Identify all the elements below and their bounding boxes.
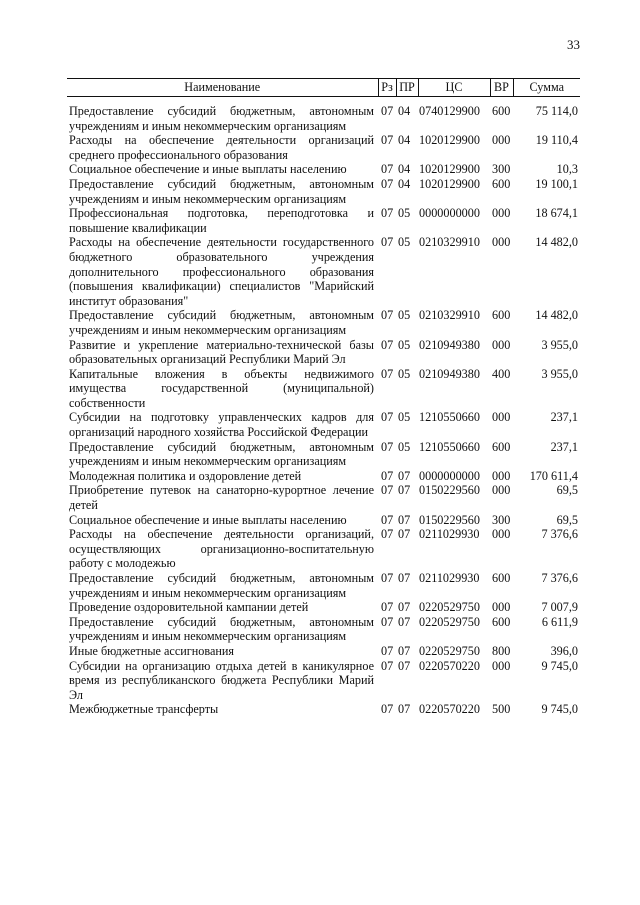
cell-pr: 05 — [398, 206, 411, 221]
cell-vr: 800 — [492, 643, 511, 658]
cell-name: Предоставление субсидий бюджетным, автономным учреждениям и иным некоммерческим организациям — [69, 571, 374, 600]
cell-name: Социальное обеспечение и иные выплаты населению — [69, 512, 347, 527]
cell-sum: 6 611,9 — [541, 614, 578, 629]
cell-rz: 07 — [381, 366, 394, 381]
cell-rz: 07 — [381, 614, 394, 629]
cell-rz: 07 — [381, 658, 394, 673]
table-header-row — [67, 79, 580, 97]
table-row — [67, 571, 580, 600]
cell-pr: 07 — [398, 702, 411, 717]
cell-sum: 75 114,0 — [535, 104, 578, 118]
cell-cs: 0220570220 — [419, 702, 480, 717]
table-row — [67, 527, 580, 571]
cell-name: Расходы на обеспечение деятельности государственного бюджетного образовательного учреждения дополнительного профессионального образования (повышения квалификации) специалистов "Марийский институт образования" — [69, 235, 374, 308]
cell-rz: 07 — [381, 235, 394, 250]
cell-pr: 07 — [398, 512, 411, 527]
cell-pr: 07 — [398, 614, 411, 629]
column-header-rz: Рз — [378, 79, 396, 97]
cell-vr: 000 — [492, 658, 511, 673]
cell-sum: 237,1 — [550, 439, 578, 454]
cell-name: Профессиональная подготовка, переподготовка и повышение квалификации — [69, 206, 374, 235]
cell-cs: 1020129900 — [419, 133, 480, 148]
cell-name: Иные бюджетные ассигнования — [69, 643, 235, 658]
cell-name: Предоставление субсидий бюджетным, автономным учреждениям и иным некоммерческим организациям — [69, 614, 374, 644]
cell-sum: 69,5 — [556, 512, 578, 527]
cell-name: Расходы на обеспечение деятельности организаций, осуществляющих организационно-воспитательную работу с молодежью — [69, 527, 374, 571]
table-row — [67, 367, 580, 411]
cell-cs: 0210949380 — [419, 366, 480, 381]
table-row — [67, 308, 580, 337]
cell-vr: 300 — [492, 512, 511, 527]
cell-cs: 0000000000 — [419, 468, 480, 483]
table-row — [67, 235, 580, 308]
table-row — [67, 338, 580, 367]
cell-sum: 9 745,0 — [541, 658, 578, 673]
table-row — [67, 702, 580, 717]
cell-pr: 04 — [398, 176, 411, 191]
cell-pr: 07 — [398, 643, 411, 658]
cell-rz: 07 — [381, 206, 394, 221]
cell-cs: 0210949380 — [419, 337, 480, 352]
cell-sum: 170 611,4 — [529, 468, 578, 483]
table-row — [67, 97, 580, 134]
cell-pr: 04 — [398, 162, 411, 177]
cell-pr: 07 — [398, 468, 411, 483]
cell-rz: 07 — [381, 702, 394, 717]
cell-cs: 1210550660 — [419, 410, 480, 425]
table-row — [67, 513, 580, 528]
cell-rz: 07 — [381, 483, 394, 498]
cell-name: Предоставление субсидий бюджетным, автономным учреждениям и иным некоммерческим организациям — [69, 308, 374, 337]
cell-name: Социальное обеспечение и иные выплаты населению — [69, 162, 347, 177]
table-row — [67, 644, 580, 659]
cell-cs: 0220570220 — [419, 658, 480, 673]
cell-sum: 3 955,0 — [541, 337, 578, 352]
cell-vr: 000 — [492, 527, 511, 542]
cell-sum: 7 007,9 — [541, 600, 578, 615]
cell-cs: 0150229560 — [419, 512, 480, 527]
cell-vr: 600 — [492, 308, 511, 323]
cell-cs: 0150229560 — [419, 483, 480, 498]
cell-pr: 04 — [398, 133, 411, 148]
cell-cs: 1210550660 — [419, 439, 480, 454]
cell-sum: 18 674,1 — [535, 206, 578, 221]
cell-pr: 07 — [398, 600, 411, 615]
cell-cs: 1020129900 — [419, 162, 480, 177]
cell-sum: 396,0 — [550, 643, 578, 658]
table-row — [67, 659, 580, 703]
column-header-vr: ВР — [490, 79, 513, 97]
cell-sum: 10,3 — [556, 162, 578, 177]
cell-name: Предоставление субсидий бюджетным, автономным учреждениям и иным некоммерческим организациям — [69, 176, 374, 206]
table-row — [67, 440, 580, 469]
cell-name: Проведение оздоровительной кампании детей — [69, 600, 309, 615]
cell-pr: 05 — [398, 410, 411, 425]
cell-cs: 0210329910 — [419, 235, 480, 250]
cell-sum: 7 376,6 — [541, 527, 578, 542]
cell-name: Межбюджетные трансферты — [69, 702, 219, 717]
cell-vr: 300 — [492, 162, 511, 177]
cell-sum: 7 376,6 — [541, 571, 578, 585]
cell-vr: 000 — [492, 468, 511, 483]
table-row — [67, 133, 580, 162]
cell-cs: 0210329910 — [419, 308, 480, 323]
cell-sum: 9 745,0 — [541, 702, 578, 717]
cell-vr: 000 — [492, 600, 511, 615]
cell-vr: 000 — [492, 235, 511, 250]
cell-name: Предоставление субсидий бюджетным, автономным учреждениям и иным некоммерческим организациям — [69, 104, 374, 133]
column-header-name: Наименование — [67, 79, 378, 97]
cell-pr: 05 — [398, 337, 411, 352]
cell-vr: 000 — [492, 337, 511, 352]
cell-cs: 0211029930 — [419, 527, 480, 542]
table-row — [67, 410, 580, 439]
cell-vr: 600 — [492, 439, 511, 454]
budget-table — [67, 78, 580, 717]
cell-rz: 07 — [381, 104, 394, 118]
column-header-sum: Сумма — [513, 79, 580, 97]
table-row — [67, 600, 580, 615]
column-header-pr: ПР — [396, 79, 418, 97]
cell-cs: 1020129900 — [419, 176, 480, 191]
cell-rz: 07 — [381, 308, 394, 323]
cell-sum: 19 100,1 — [535, 176, 578, 191]
cell-vr: 600 — [492, 176, 511, 191]
cell-rz: 07 — [381, 337, 394, 352]
cell-sum: 14 482,0 — [535, 308, 578, 323]
cell-name: Приобретение путевок на санаторно-курортное лечение детей — [69, 483, 374, 513]
cell-vr: 600 — [492, 614, 511, 629]
cell-rz: 07 — [381, 410, 394, 425]
cell-sum: 14 482,0 — [535, 235, 578, 250]
table-body — [67, 97, 580, 717]
cell-cs: 0220529750 — [419, 643, 480, 658]
cell-cs: 0220529750 — [419, 600, 480, 615]
cell-pr: 07 — [398, 571, 411, 585]
cell-rz: 07 — [381, 527, 394, 542]
cell-vr: 000 — [492, 410, 511, 425]
cell-vr: 400 — [492, 366, 511, 381]
cell-cs: 0211029930 — [419, 571, 480, 585]
cell-cs: 0220529750 — [419, 614, 480, 629]
cell-pr: 05 — [398, 439, 411, 454]
table-row — [67, 162, 580, 177]
table-row — [67, 469, 580, 484]
cell-sum: 19 110,4 — [535, 133, 578, 148]
cell-vr: 600 — [492, 104, 511, 118]
column-header-cs: ЦС — [418, 79, 490, 97]
cell-name: Капитальные вложения в объекты недвижимого имущества государственной (муниципальной) собственности — [69, 366, 374, 410]
cell-rz: 07 — [381, 643, 394, 658]
cell-rz: 07 — [381, 176, 394, 191]
cell-vr: 000 — [492, 483, 511, 498]
cell-vr: 000 — [492, 133, 511, 148]
cell-pr: 07 — [398, 483, 411, 498]
cell-sum: 69,5 — [556, 483, 578, 498]
cell-name: Молодежная политика и оздоровление детей — [69, 468, 302, 483]
cell-cs: 0740129900 — [419, 104, 480, 118]
cell-vr: 500 — [492, 702, 511, 717]
cell-rz: 07 — [381, 439, 394, 454]
cell-name: Расходы на обеспечение деятельности организаций среднего профессионального образования — [69, 133, 374, 162]
table-row — [67, 615, 580, 644]
cell-cs: 0000000000 — [419, 206, 480, 221]
cell-rz: 07 — [381, 512, 394, 527]
cell-name: Предоставление субсидий бюджетным, автономным учреждениям и иным некоммерческим организациям — [69, 439, 374, 469]
cell-pr: 05 — [398, 366, 411, 381]
cell-pr: 04 — [398, 104, 411, 118]
cell-name: Субсидии на организацию отдыха детей в каникулярное время из республиканского бюджета Республики Марий Эл — [69, 658, 374, 702]
cell-pr: 05 — [398, 235, 411, 250]
cell-pr: 07 — [398, 658, 411, 673]
cell-vr: 600 — [492, 571, 511, 585]
cell-sum: 3 955,0 — [541, 366, 578, 381]
cell-rz: 07 — [381, 468, 394, 483]
cell-name: Развитие и укрепление материально-технической базы образовательных организаций Республики Марий Эл — [69, 337, 374, 367]
cell-pr: 05 — [398, 308, 411, 323]
cell-name: Субсидии на подготовку управленческих кадров для организаций народного хозяйства Российской Федерации — [69, 410, 374, 440]
cell-rz: 07 — [381, 571, 394, 585]
page-number: 33 — [567, 37, 580, 52]
cell-rz: 07 — [381, 600, 394, 615]
table-row — [67, 177, 580, 206]
cell-sum: 237,1 — [550, 410, 578, 425]
cell-rz: 07 — [381, 133, 394, 148]
cell-pr: 07 — [398, 527, 411, 542]
cell-vr: 000 — [492, 206, 511, 221]
table-row — [67, 206, 580, 235]
table-row — [67, 483, 580, 512]
cell-rz: 07 — [381, 162, 394, 177]
